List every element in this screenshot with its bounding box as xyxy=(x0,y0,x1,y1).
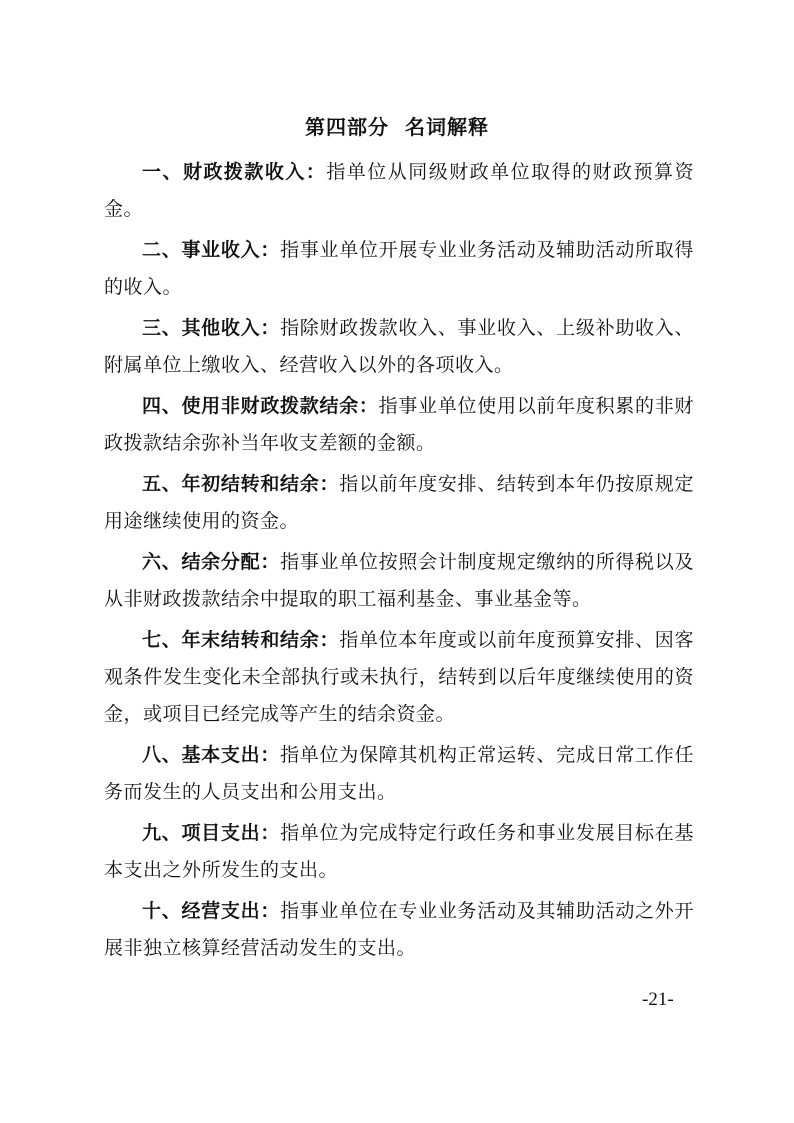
glossary-definition: 指事业单位开展专业业务活动及辅助活动所取得的收入。 xyxy=(104,239,694,298)
glossary-list xyxy=(104,154,694,971)
glossary-entry-9 xyxy=(104,815,694,889)
glossary-definition: 指以前年度安排、结转到本年仍按原规定用途继续使用的资金。 xyxy=(104,473,694,532)
glossary-entry-5 xyxy=(104,466,694,540)
glossary-definition: 指单位为保障其机构正常运转、完成日常工作任务而发生的人员支出和公用支出。 xyxy=(104,744,694,803)
glossary-entry-8 xyxy=(104,737,694,811)
glossary-entry-2 xyxy=(104,232,694,306)
glossary-definition: 指单位从同级财政单位取得的财政预算资金。 xyxy=(104,161,694,220)
page-number: -21- xyxy=(642,989,674,1010)
glossary-definition: 指事业单位按照会计制度规定缴纳的所得税以及从非财政拨款结余中提取的职工福利基金、事业基金等。 xyxy=(104,551,694,610)
glossary-term: 二、事业收入： xyxy=(142,239,281,261)
glossary-entry-4 xyxy=(104,388,694,462)
glossary-entry-7 xyxy=(104,622,694,733)
glossary-term: 九、项目支出： xyxy=(142,822,281,844)
glossary-term: 一、财政拨款收入： xyxy=(142,161,327,183)
glossary-term: 三、其他收入： xyxy=(142,317,281,339)
glossary-term: 五、年初结转和结余： xyxy=(142,473,340,495)
glossary-entry-6 xyxy=(104,544,694,618)
glossary-definition: 指单位本年度或以前年度预算安排、因客观条件发生变化未全部执行或未执行，结转到以后年度继续使用的资金，或项目已经完成等产生的结余资金。 xyxy=(104,629,694,725)
glossary-term: 六、结余分配： xyxy=(142,551,281,573)
page-title: 第四部分 名词解释 xyxy=(305,115,489,139)
glossary-definition: 指事业单位在专业业务活动及其辅助活动之外开展非独立核算经营活动发生的支出。 xyxy=(104,900,694,959)
glossary-entry-10 xyxy=(104,893,694,967)
glossary-definition: 指事业单位使用以前年度积累的非财政拨款结余弥补当年收支差额的金额。 xyxy=(104,395,694,454)
glossary-term: 四、使用非财政拨款结余： xyxy=(142,395,379,417)
glossary-term: 七、年末结转和结余： xyxy=(142,629,340,651)
glossary-term: 十、经营支出： xyxy=(142,900,281,922)
glossary-definition: 指单位为完成特定行政任务和事业发展目标在基本支出之外所发生的支出。 xyxy=(104,822,694,881)
glossary-definition: 指除财政拨款收入、事业收入、上级补助收入、附属单位上缴收入、经营收入以外的各项收入。 xyxy=(104,317,694,376)
glossary-entry-1 xyxy=(104,154,694,228)
glossary-term: 八、基本支出： xyxy=(142,744,281,766)
glossary-entry-3 xyxy=(104,310,694,384)
